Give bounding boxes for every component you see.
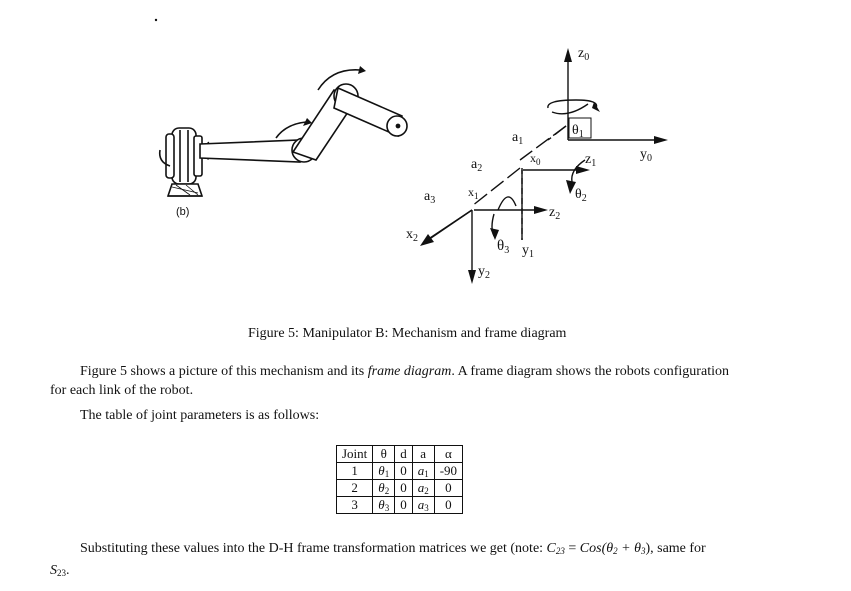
mechanism-drawing: [160, 66, 407, 196]
svg-text:y2: $y_2$: [478, 264, 490, 281]
label-z2: z: [549, 205, 556, 220]
header-theta: θ: [373, 446, 395, 463]
paragraph-3: Substituting these values into the D-H frame transformation matrices we get (note: $C_{23} = Cos(\theta_2 + \theta_3)$, same for: [80, 541, 706, 556]
joint-parameters-table: [336, 445, 463, 514]
label-y2: y: [478, 264, 485, 279]
label-x2: x: [406, 227, 413, 242]
label-y1: y: [522, 243, 529, 258]
header-alpha: α: [434, 446, 462, 463]
label-y0: y: [640, 147, 647, 162]
frame-diagram: [420, 48, 668, 284]
label-a3: a: [424, 189, 431, 204]
label-a2: a: [471, 157, 478, 172]
table-row: 1 $\theta_1$ 0 $a_1$ -90: [337, 463, 463, 480]
svg-text:θ3: $\theta_3$: [497, 238, 510, 256]
table-header-row: [337, 446, 463, 463]
frame-labels: [406, 46, 652, 281]
table-row: 3 $\theta_3$ 0 $a_3$ 0: [337, 497, 463, 514]
label-theta3: θ: [497, 238, 505, 254]
label-z0: z: [578, 46, 585, 61]
svg-text:y1: $y_1$: [522, 243, 534, 260]
svg-text:θ2: $\theta_2$: [575, 187, 587, 204]
svg-text:z1: $z_1$: [585, 152, 597, 169]
figure-caption: Figure 5: Manipulator B: Mechanism and frame diagram: [248, 326, 567, 341]
label-x0: x: [530, 151, 536, 165]
paragraph-1: Figure 5 shows a picture of this mechanism and its frame diagram. A frame diagram shows the robots configuration: [80, 364, 729, 379]
header-a: a: [412, 446, 434, 463]
svg-text:z0: $z_0$: [578, 46, 590, 63]
cos-expression: $Cos(\theta_2 + \theta_3$: [579, 541, 646, 556]
header-d: d: [395, 446, 413, 463]
svg-text:θ1: $\theta_1$: [572, 123, 584, 140]
label-a1: a: [512, 130, 519, 145]
paragraph-3-line-2: $S_{23}$.: [50, 563, 70, 578]
svg-text:y0: $y_0$: [640, 147, 652, 164]
svg-text:a1: $a_1$: [512, 130, 524, 147]
frame-diagram-term: frame diagram: [367, 364, 452, 379]
svg-text:x1: $x_1$: [468, 185, 479, 201]
svg-text:z2: $z_2$: [549, 205, 561, 222]
svg-text:a3: $a_3$: [424, 189, 436, 206]
table-row: 2 $\theta_2$ 0 $a_2$ 0: [337, 480, 463, 497]
top-dot: [155, 19, 157, 21]
panel-label: (b): [176, 206, 190, 218]
label-x1: x: [468, 185, 474, 199]
svg-text:a2: $a_2$: [471, 157, 483, 174]
label-theta2: θ: [575, 187, 582, 202]
label-theta1: θ: [572, 123, 579, 138]
label-z1: z: [585, 152, 592, 167]
paragraph-1-line-2: for each link of the robot.: [50, 383, 194, 398]
paragraph-2: The table of joint parameters is as follows:: [80, 408, 320, 423]
svg-text:x2: $x_2$: [406, 227, 418, 244]
header-joint: Joint: [337, 446, 373, 463]
svg-text:x0: $x_0$: [530, 151, 541, 167]
c23-symbol: $C_{23}$: [546, 541, 565, 556]
